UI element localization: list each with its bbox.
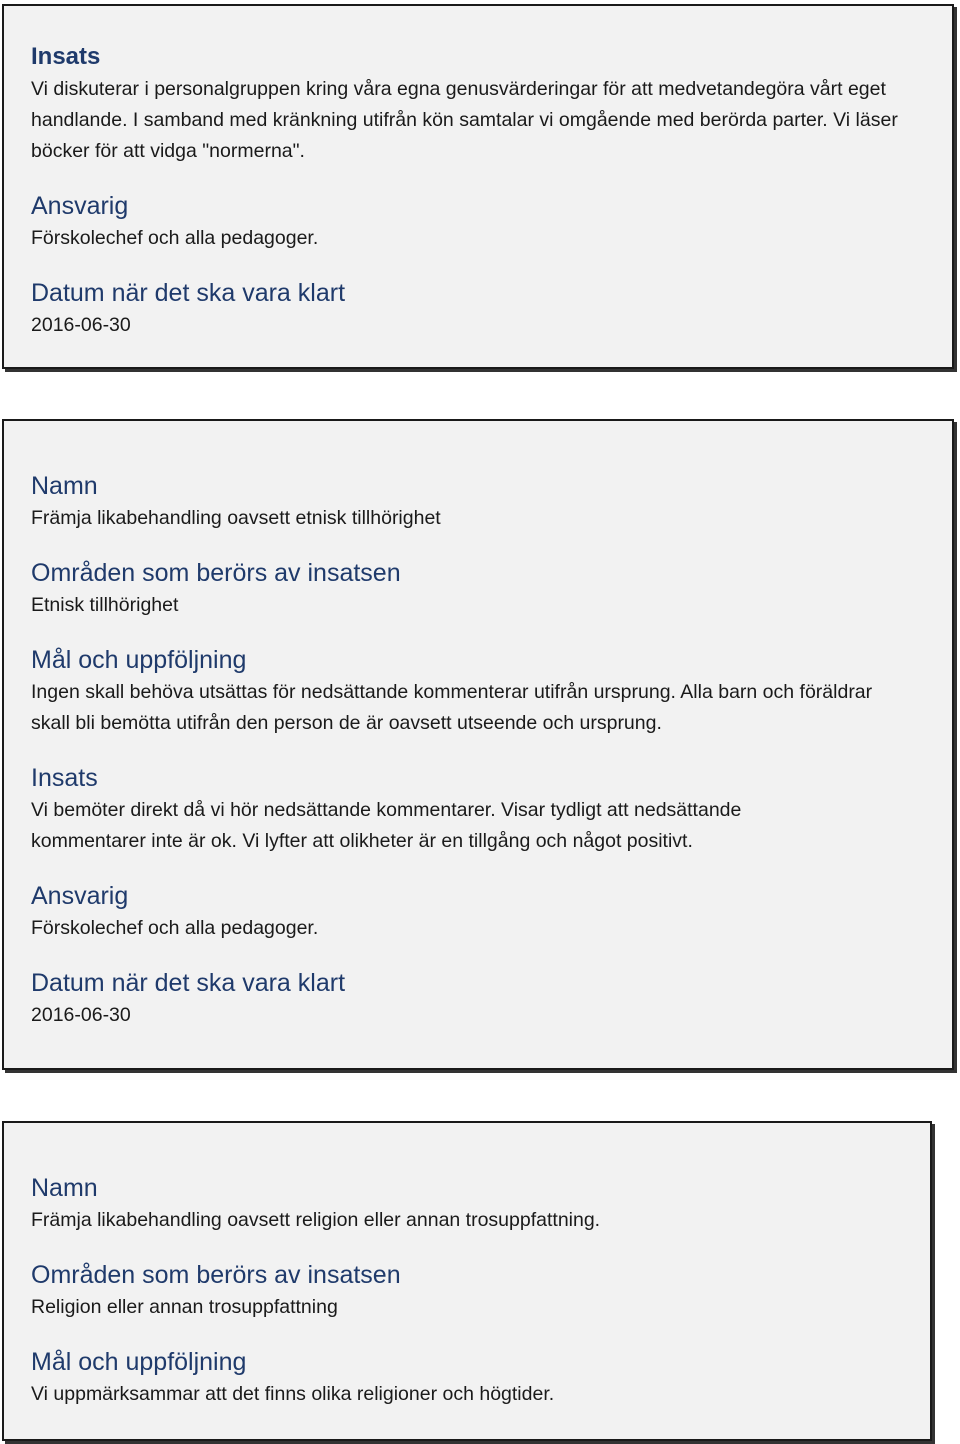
datum-text: 2016-06-30 [31,314,131,336]
namn-text: Främja likabehandling oavsett religion eller annan trosuppfattning. [31,1209,601,1231]
mal-heading: Mål och uppföljning [31,646,247,674]
omraden-text: Religion eller annan trosuppfattning [31,1296,338,1318]
datum-text: 2016-06-30 [31,1004,131,1026]
namn-heading: Namn [31,472,98,500]
ansvarig-text: Förskolechef och alla pedagoger. [31,917,319,939]
ansvarig-text: Förskolechef och alla pedagoger. [31,227,319,249]
insats-heading: Insats [31,43,101,70]
mal-text: Vi uppmärksammar att det finns olika religioner och högtider. [31,1383,555,1405]
datum-heading: Datum när det ska vara klart [31,969,346,997]
insats-text: Vi diskuterar i personalgruppen kring våra egna genusvärderingar för att medvetandegöra vårt eget handlande. I samband med kränkning utifrån kön samtalar vi omgående med berörda parter. Vi läser böcker för att vidga "normerna". [31,78,898,162]
insats-heading: Insats [31,764,98,792]
datum-heading: Datum när det ska vara klart [31,279,346,307]
namn-text: Främja likabehandling oavsett etnisk tillhörighet [31,507,441,529]
mal-text: Ingen skall behöva utsättas för nedsättande kommenterar utifrån ursprung. Alla barn och föräldrar skall bli bemötta utifrån den person de är oavsett utseende och ursprung. [31,681,873,734]
action-card-gender [2,4,954,369]
insats-text: Vi bemöter direkt då vi hör nedsättande kommentarer. Visar tydligt att nedsättande kommentarer inte är ok. Vi lyfter att olikheter är en tillgång och något positivt. [31,799,742,852]
omraden-heading: Områden som berörs av insatsen [31,1261,401,1289]
omraden-text: Etnisk tillhörighet [31,594,179,616]
action-card-ethnicity [2,419,954,1070]
ansvarig-heading: Ansvarig [31,192,129,220]
omraden-heading: Områden som berörs av insatsen [31,559,401,587]
ansvarig-heading: Ansvarig [31,882,129,910]
namn-heading: Namn [31,1174,98,1202]
action-card-religion [2,1121,932,1441]
mal-heading: Mål och uppföljning [31,1348,247,1376]
